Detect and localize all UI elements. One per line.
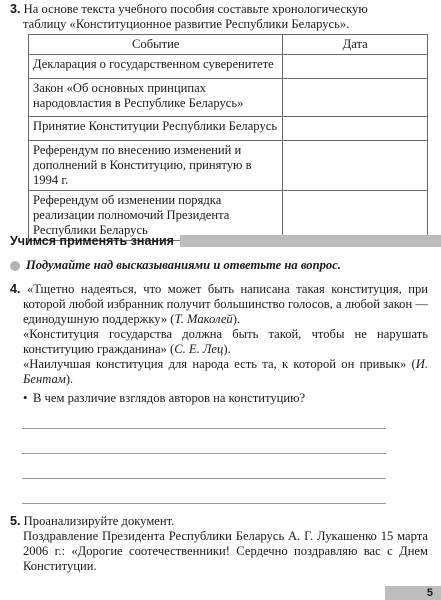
quote-2-author: С. Е. Лец	[174, 342, 224, 356]
table-row	[29, 55, 428, 79]
task-5-document-text: Поздравление Президента Республики Беларусь А. Г. Лукашенко 15 марта 2006 г.: «Дорогие соотечественники! Сердечно поздравляю вас с Днем Конституции.	[23, 529, 428, 573]
task-4	[10, 282, 428, 406]
chronology-table	[28, 34, 428, 241]
page-number: 5	[385, 586, 441, 600]
task-4-question	[10, 391, 428, 406]
answer-line[interactable]	[22, 503, 386, 504]
date-cell[interactable]	[283, 79, 428, 117]
date-cell[interactable]	[283, 117, 428, 141]
instruction-prompt	[10, 258, 430, 273]
quote-3-author: И. Бентам	[23, 357, 428, 386]
section-bar	[180, 235, 441, 247]
task-5-title: Проанализируйте документ.	[23, 514, 175, 528]
event-cell: Принятие Конституции Республики Беларусь	[29, 117, 283, 141]
question-text: В чем различие взглядов авторов на конституцию?	[33, 391, 306, 405]
task-5-number: 5.	[10, 514, 21, 528]
section-title: Учимся применять знания	[10, 234, 174, 248]
table-header-row	[29, 35, 428, 55]
quote-1-author: Т. Маколей	[174, 312, 233, 326]
bullet-circle-icon	[10, 261, 20, 271]
date-cell[interactable]	[283, 141, 428, 191]
prompt-text: Подумайте над высказываниями и ответьте на вопрос.	[26, 258, 341, 272]
task-5	[10, 514, 428, 574]
quote-2: «Конституция государства должна быть такой, чтобы не нарушать конституцию гражданина» (С. Е. Лец).	[23, 327, 428, 356]
date-cell[interactable]	[283, 55, 428, 79]
section-heading	[0, 232, 441, 250]
answer-line[interactable]	[22, 428, 386, 429]
event-cell: Референдум по внесению изменений и дополнений в Конституцию, принятую в 1994 г.	[29, 141, 283, 191]
quote-1: 4. «Тщетно надеяться, что может быть написана такая конституция, при которой любой избранник получит большинство голосов, а любой закон — единодушную поддержку» (Т. Маколей).	[10, 282, 428, 326]
header-date: Дата	[283, 35, 428, 55]
task-3-text-line2: таблицу «Конституционное развитие Республики Беларусь».	[23, 17, 350, 31]
table-row	[29, 117, 428, 141]
answer-line[interactable]	[22, 478, 386, 479]
header-event: Событие	[29, 35, 283, 55]
table-row	[29, 79, 428, 117]
event-cell: Закон «Об основных принципах народовластия в Республике Беларусь»	[29, 79, 283, 117]
task-3-number: 3.	[10, 2, 21, 16]
quote-3: «Наилучшая конституция для народа есть та, к которой он привык» (И. Бентам).	[23, 357, 428, 386]
event-cell: Декларация о государственном суверенитете	[29, 55, 283, 79]
bullet-dot-icon: •	[23, 391, 28, 405]
answer-line[interactable]	[22, 453, 386, 454]
table-row	[29, 141, 428, 191]
task-3	[10, 2, 428, 32]
task-4-number: 4.	[10, 282, 21, 296]
task-3-text-line1: На основе текста учебного пособия составьте хронологическую	[23, 2, 368, 16]
task-5-heading	[10, 514, 428, 529]
event-cell: Референдум об изменении порядка реализации полномочий Президента Республики Беларусь	[29, 191, 283, 241]
task-4-quotes	[10, 282, 428, 387]
